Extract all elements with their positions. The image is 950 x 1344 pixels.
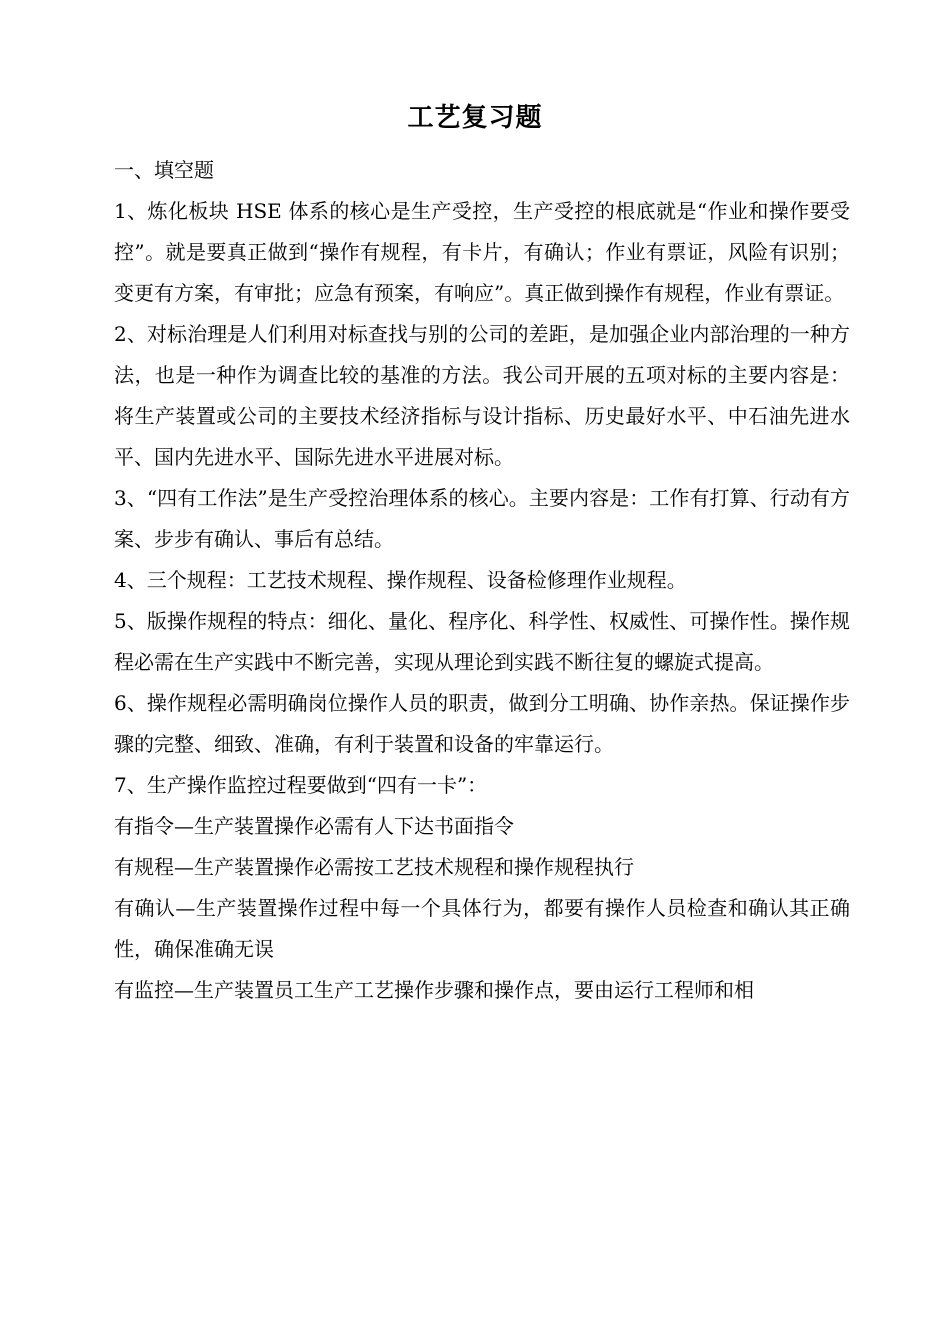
paragraph-7: 7、生产操作监控过程要做到“四有一卡”： (114, 773, 488, 797)
section-heading: 一、填空题 (114, 158, 214, 182)
paragraph-6: 6、操作规程必需明确岗位操作人员的职责，做到分工明确、协作亲热。保证操作步骤的完整、细致、准确，有利于装置和设备的牢靠运行。 (114, 691, 850, 756)
document-title: 工艺复习题 (407, 103, 543, 133)
paragraph-5: 5、版操作规程的特点：细化、量化、程序化、科学性、权威性、可操作性。操作规程必需在生产实践中不断完善，实现从理论到实践不断往复的螺旋式提高。 (114, 609, 850, 674)
list-item-instruction: 有指令—生产装置操作必需有人下达书面指令 (114, 814, 514, 838)
paragraph-4: 4、三个规程：工艺技术规程、操作规程、设备检修理作业规程。 (114, 568, 687, 592)
document-body (114, 150, 850, 1011)
paragraph-3: 3、“四有工作法”是生产受控治理体系的核心。主要内容是：工作有打算、行动有方案、步步有确认、事后有总结。 (114, 486, 850, 551)
list-item-procedure: 有规程—生产装置操作必需按工艺技术规程和操作规程执行 (114, 855, 634, 879)
paragraph-2: 2、对标治理是人们利用对标查找与别的公司的差距，是加强企业内部治理的一种方法，也是一种作为调查比较的基准的方法。我公司开展的五项对标的主要内容是：将生产装置或公司的主要技术经济指标与设计指标、历史最好水平、中石油先进水平、国内先进水平、国际先进水平进展对标。 (114, 322, 850, 469)
paragraph-1: 1、炼化板块 HSE 体系的核心是生产受控，生产受控的根底就是“作业和操作要受控”。就是要真正做到“操作有规程，有卡片，有确认；作业有票证，风险有识别；变更有方案，有审批；应急有预案，有响应”。真正做到操作有规程，作业有票证。 (114, 199, 850, 305)
list-item-confirmation: 有确认—生产装置操作过程中每一个具体行为，都要有操作人员检查和确认其正确性，确保准确无误 (114, 896, 850, 961)
list-item-monitoring: 有监控—生产装置员工生产工艺操作步骤和操作点，要由运行工程师和相 (114, 978, 754, 1002)
